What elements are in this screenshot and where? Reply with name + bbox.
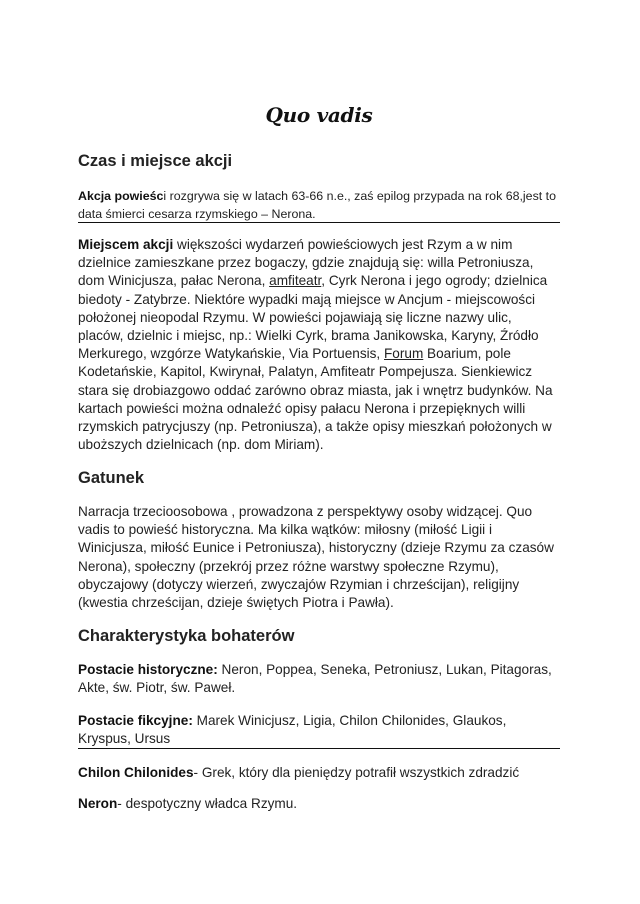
paragraph-miejsce-akcji	[78, 236, 560, 454]
paragraph-postacie-fikcyjne	[78, 712, 560, 748]
miejsce-bold-label: Miejscem akcji	[78, 237, 174, 252]
forum-link[interactable]: Forum	[384, 346, 424, 362]
horizontal-rule	[78, 222, 560, 223]
paragraph-postacie-historyczne	[78, 661, 560, 697]
akcja-text: i rozgrywa się w latach 63-66 n.e., zaś epilog przypada na rok 68,jest to data śmierci cesarza rzymskiego – Nerona.	[78, 189, 556, 221]
neron-text: - despotyczny władca Rzymu.	[117, 796, 298, 811]
paragraph-neron	[78, 795, 560, 813]
miejsce-text-3: Boarium, pole Kodetańskie, Kapitol, Kwirynał, Palatyn, Amfiteatr Pompejusza. Sienkiewicz stara się drobiazgowo oddać zarówno obraz miasta, jak i wnętrz budynków. Na kartach powieści można odnaleźć opisy pałacu Nerona i przepięknych willi rzymskich patrycjuszy (np. Petroniusza), a także opisy mieszkań położonych w uboższych dzielnicach (np. dom Miriam).	[78, 346, 553, 453]
heading-charakterystyka: Charakterystyka bohaterów	[78, 627, 295, 645]
amfiteatr-link[interactable]: amfiteatr	[269, 273, 322, 289]
chilon-label: Chilon Chilonides	[78, 765, 194, 780]
horizontal-rule	[78, 748, 560, 749]
fikcyjne-text: Marek Winicjusz, Ligia, Chilon Chilonides, Glaukos, Kryspus, Ursus	[78, 713, 507, 747]
fikcyjne-label: Postacie fikcyjne:	[78, 713, 193, 728]
paragraph-akcja	[78, 187, 560, 223]
miejsce-text-2: , Cyrk Nerona i jego ogrody; dzielnica biedoty - Zatybrze. Niektóre wypadki mają miejsce w Ancjum - miejscowości położonej nieopodal Rzymu. W powieści pojawiają się liczne nazwy ulic, placów, dzielnic i miejsc, np.: Wielki Cyrk, brama Janikowska, Karyny, Źródło Merkurego, wzgórze Watykańskie, Via Portuensis,	[78, 273, 548, 362]
historyczne-text: Neron, Poppea, Seneka, Petroniusz, Lukan, Pitagoras, Akte, św. Piotr, św. Paweł.	[78, 662, 552, 696]
paragraph-gatunek: Narracja trzecioosobowa , prowadzona z perspektywy osoby widzącej. Quo vadis to powieść historyczna. Ma kilka wątków: miłosny (miłość Ligii i Winicjusza, miłość Eunice i Petroniusza), historyczny (dzieje Rzymu za czasów Nerona), społeczny (przekrój przez różne warstwy społeczne Rzymu), obyczajowy (dotyczy wierzeń, zwyczajów Rzymian i chrześcijan), religijny (kwestia chrześcijan, dzieje świętych Piotra i Pawła).	[78, 504, 554, 611]
miejsce-text-1: większości wydarzeń powieściowych jest Rzym a w nim dzielnice zamieszkane przez bogaczy, gdzie znajdują się: willa Petroniusza, dom Winicjusza, pałac Nerona,	[78, 237, 534, 289]
document-title: Quo vadis	[265, 103, 373, 127]
historyczne-label: Postacie historyczne:	[78, 662, 218, 677]
paragraph-chilon	[78, 764, 560, 782]
chilon-text: - Grek, który dla pieniędzy potrafił wszystkich zdradzić	[193, 765, 520, 780]
akcja-bold-label: Akcja powieśc	[78, 189, 164, 203]
heading-czas-i-miejsce: Czas i miejsce akcji	[78, 152, 233, 170]
heading-gatunek: Gatunek	[78, 469, 145, 487]
neron-label: Neron	[78, 796, 118, 811]
